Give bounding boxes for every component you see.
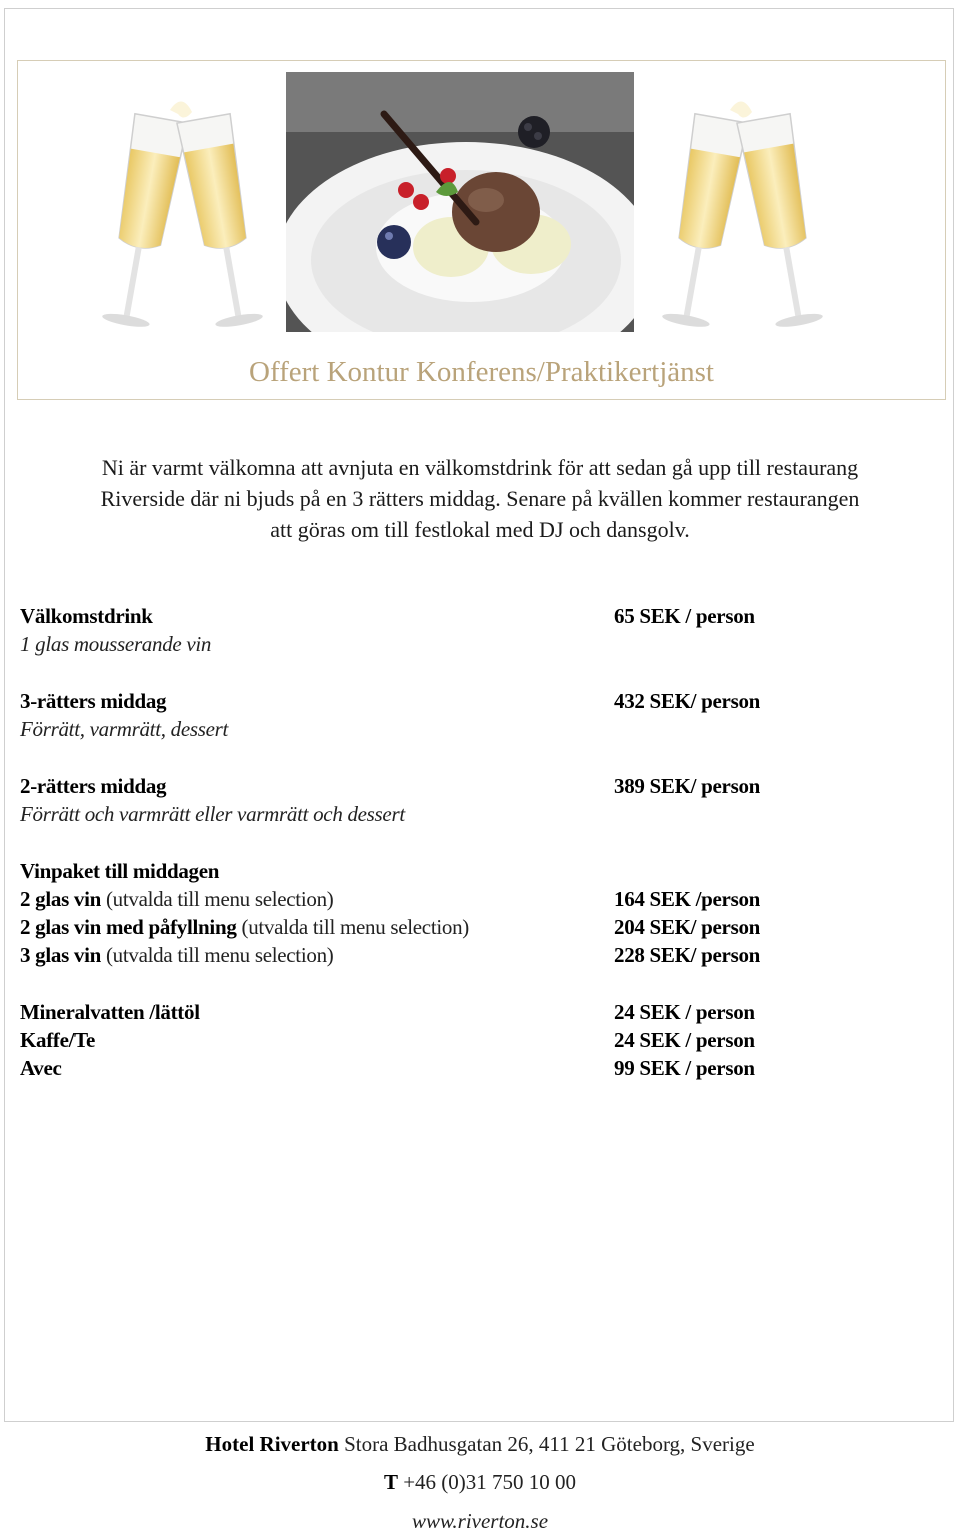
three-course-desc-row (20, 715, 940, 743)
item-name: 2 glas vin med påfyllning (20, 915, 237, 939)
item-label (20, 885, 333, 913)
item-label (20, 913, 469, 941)
item-price: 24 SEK / person (614, 1000, 755, 1024)
item-description: Förrätt och varmrätt eller varmrätt och dessert (20, 802, 405, 826)
page-title: Offert Kontur Konferens/Praktikertjänst (249, 356, 714, 388)
item-price: 204 SEK/ person (614, 915, 761, 939)
item-price: 99 SEK / person (614, 1056, 755, 1080)
intro-line: Ni är varmt välkomna att avnjuta en välkomstdrink för att sedan gå upp till restaurang (101, 455, 859, 480)
phone-label: T (383, 1470, 398, 1494)
drink-row (20, 1026, 940, 1054)
item-name: 2-rätters middag (20, 774, 167, 798)
item-name: Välkomstdrink (20, 604, 153, 628)
item-description: Förrätt, varmrätt, dessert (20, 717, 229, 741)
hotel-name: Hotel Riverton (205, 1432, 339, 1456)
item-price: 228 SEK/ person (614, 943, 761, 967)
item-price: 24 SEK / person (614, 1028, 755, 1052)
address-text: Stora Badhusgatan 26, 411 21 Göteborg, Sverige (338, 1432, 755, 1456)
item-price: 432 SEK/ person (614, 689, 761, 713)
item-name: Mineralvatten /lättöl (20, 1000, 200, 1024)
section-heading: Vinpaket till middagen (20, 859, 220, 883)
item-description: 1 glas mousserande vin (20, 632, 212, 656)
item-name: 3 glas vin (20, 943, 102, 967)
champagne-glasses-icon (660, 92, 825, 334)
three-course-row (20, 687, 940, 715)
intro-paragraph (20, 452, 940, 545)
champagne-glasses-icon (100, 92, 265, 334)
drink-row (20, 1054, 940, 1082)
wine-option-row (20, 913, 940, 941)
item-price: 389 SEK/ person (614, 774, 761, 798)
wine-option-row (20, 885, 940, 913)
item-note: (utvalda till menu selection) (236, 915, 469, 939)
wine-option-row (20, 941, 940, 969)
intro-line: att göras om till festlokal med DJ och dansgolv. (270, 517, 690, 542)
item-price: 164 SEK /person (614, 887, 761, 911)
two-course-desc-row (20, 800, 940, 828)
item-note: (utvalda till menu selection) (101, 943, 334, 967)
footer-phone (0, 1468, 960, 1496)
item-price: 65 SEK / person (614, 604, 755, 628)
website-link[interactable]: www.riverton.se (411, 1509, 549, 1533)
item-name: Avec (20, 1056, 62, 1080)
phone-number: +46 (0)31 750 10 00 (397, 1470, 577, 1494)
item-name: 2 glas vin (20, 887, 102, 911)
dessert-plate-icon (286, 72, 634, 332)
item-name: Kaffe/Te (20, 1028, 95, 1052)
welcome-drink-desc-row (20, 630, 940, 658)
footer-address (0, 1430, 960, 1458)
intro-line: Riverside där ni bjuds på en 3 rätters middag. Senare på kvällen kommer restaurangen (100, 486, 860, 511)
two-course-row (20, 772, 940, 800)
item-note: (utvalda till menu selection) (101, 887, 334, 911)
welcome-drink-row (20, 602, 940, 630)
wine-heading-row (20, 857, 940, 885)
item-name: 3-rätters middag (20, 689, 167, 713)
item-label (20, 941, 333, 969)
drink-row (20, 998, 940, 1026)
